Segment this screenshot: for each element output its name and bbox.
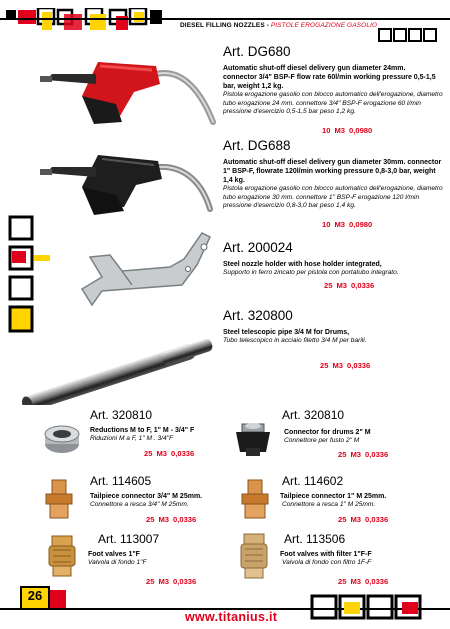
qty: 25 [320, 361, 329, 370]
volume: 0,0336 [365, 577, 389, 586]
telescopic-pipe-image [10, 315, 220, 405]
grid-113007-art: Art. 113007 [98, 532, 160, 546]
unit: M3 [336, 281, 348, 290]
reduction-fitting-image [42, 422, 82, 456]
unit: M3 [158, 577, 170, 586]
grid-320810-b-desc-it: Connettore per fusto 2" M [284, 437, 360, 444]
qty: 25 [144, 449, 153, 458]
grid-320810-a-art: Art. 320810 [90, 408, 153, 422]
qty: 25 [146, 577, 155, 586]
unit: M3 [334, 126, 346, 135]
volume: 0,0336 [351, 281, 375, 290]
grid-114602-price [334, 515, 388, 524]
grid-320810-a-desc-en: Reductions M to F, 1" M - 3/4" F [90, 427, 195, 434]
qty: 25 [338, 515, 347, 524]
header-logo-blocks [6, 8, 166, 38]
grid-114605-desc-it: Connettore a resca 3/4" M 25mm. [90, 501, 189, 508]
product-dg680-desc-it: Pistola erogazione gasolio con blocco automatico dell'erogazione, diametro tubo erogazione 24 mm. connettore 3/4" BSP-F erogazione 60 l/min pressione d'esercizio 0,5-1,5 bar peso 1,2 kg. [223, 91, 443, 116]
volume: 0,0336 [173, 515, 197, 524]
product-320800-art: Art. 320800 [223, 308, 293, 323]
volume: 0,0336 [171, 449, 195, 458]
grid-113007-desc-en: Foot valves 1"F [88, 551, 140, 558]
qty: 25 [146, 515, 155, 524]
grid-113506-art: Art. 113506 [284, 532, 346, 546]
qty: 25 [324, 281, 333, 290]
grid-114602-desc-it: Connettore a resca 1" M 25mm. [282, 501, 376, 508]
tailpiece-brass-image [40, 478, 78, 520]
page-number: 26 [27, 588, 43, 603]
qty: 25 [338, 577, 347, 586]
product-200024-desc-it: Supporto in ferro zincato per pistola con portatubo integrato. [223, 269, 399, 276]
grid-114602-art: Art. 114602 [282, 474, 344, 488]
unit: M3 [350, 515, 362, 524]
grid-113506-desc-en: Foot valves with filter 1"F-F [280, 551, 372, 558]
grid-114605-price [142, 515, 196, 524]
product-dg680-price [318, 126, 372, 135]
unit: M3 [158, 515, 170, 524]
volume: 0,0336 [365, 515, 389, 524]
volume: 0,0336 [365, 450, 389, 459]
footer-url[interactable]: www.titanius.it [185, 610, 278, 624]
product-200024-desc-en: Steel nozzle holder with hose holder integrated, [223, 261, 382, 268]
grid-114605-desc-en: Tailpiece connector 3/4" M 25mm. [90, 493, 203, 500]
grid-113506-price [334, 577, 388, 586]
product-dg688-desc-en: Automatic shut-off diesel delivery gun diameter 30mm. connector 1" BSP-F, flowrate 120l/min working pressure 0,8-3,0 bar, weight 1,4 kg. [223, 159, 442, 184]
grid-113007-desc-it: Valvola di fondo 1"F [88, 559, 147, 566]
grid-113007-price [142, 577, 196, 586]
product-200024-price [320, 281, 374, 290]
unit: M3 [332, 361, 344, 370]
drum-connector-image [232, 418, 274, 458]
section-title [180, 22, 377, 29]
qty: 10 [322, 126, 331, 135]
product-320800-desc-en: Steel telescopic pipe 3/4 M for Drums, [223, 329, 350, 336]
grid-113506-desc-it: Valvola di fondo con filtro 1F-F [282, 559, 372, 566]
product-dg688-desc-it: Pistola erogazione gasolio con blocco automatico dell'erogazione, diametro tubo erogazione 30 mm. connettore 1" BSP-F erogazione 120 l/min pressione d'esercizio 0,8-3,0 bar peso 1,4 kg. [223, 185, 443, 210]
product-dg680-desc-en: Automatic shut-off diesel delivery gun diameter 24mm. connector 3/4" BSP-F flow rate 60l/min working pressure 0,5-1,5 bar, weight 1,2 kg. [223, 65, 436, 90]
nozzle-red-image [38, 44, 218, 139]
product-320800-price [316, 361, 370, 370]
grid-320810-a-price [140, 449, 194, 458]
product-dg688-art: Art. DG688 [223, 138, 291, 153]
volume: 0,0336 [347, 361, 371, 370]
grid-320810-a-desc-it: Riduzioni M a F, 1" M . 3/4"F [90, 435, 173, 442]
grid-114605-art: Art. 114605 [90, 474, 152, 488]
nozzle-black-image [38, 145, 218, 225]
section-title-en: DIESEL FILLING NOZZLES - [180, 22, 271, 29]
unit: M3 [156, 449, 168, 458]
product-320800-desc-it: Tubo telescopico in acciaio filetto 3/4 M per barili. [223, 337, 367, 344]
unit: M3 [350, 577, 362, 586]
nozzle-holder-image [62, 225, 217, 310]
qty: 25 [338, 450, 347, 459]
volume: 0,0980 [349, 220, 373, 229]
unit: M3 [350, 450, 362, 459]
product-dg680-art: Art. DG680 [223, 44, 291, 59]
section-title-it: PISTOLE EROGAZIONE GASOLIO [270, 22, 378, 29]
volume: 0,0980 [349, 126, 373, 135]
product-dg688-price [318, 220, 372, 229]
foot-valve-filter-image [236, 532, 272, 580]
qty: 10 [322, 220, 331, 229]
foot-valve-image [44, 534, 80, 578]
grid-320810-b-desc-en: Connector for drums 2" M [284, 429, 371, 436]
unit: M3 [334, 220, 346, 229]
volume: 0,0336 [173, 577, 197, 586]
grid-114602-desc-en: Tailpiece connector 1" M 25mm. [280, 493, 387, 500]
footer-box-icons [310, 594, 430, 622]
grid-320810-b-price [334, 450, 388, 459]
product-200024-art: Art. 200024 [223, 240, 293, 255]
header-box-icons [378, 28, 438, 42]
tailpiece-brass-1-image [236, 478, 274, 520]
header-rule [0, 18, 450, 20]
grid-320810-b-art: Art. 320810 [282, 408, 345, 422]
